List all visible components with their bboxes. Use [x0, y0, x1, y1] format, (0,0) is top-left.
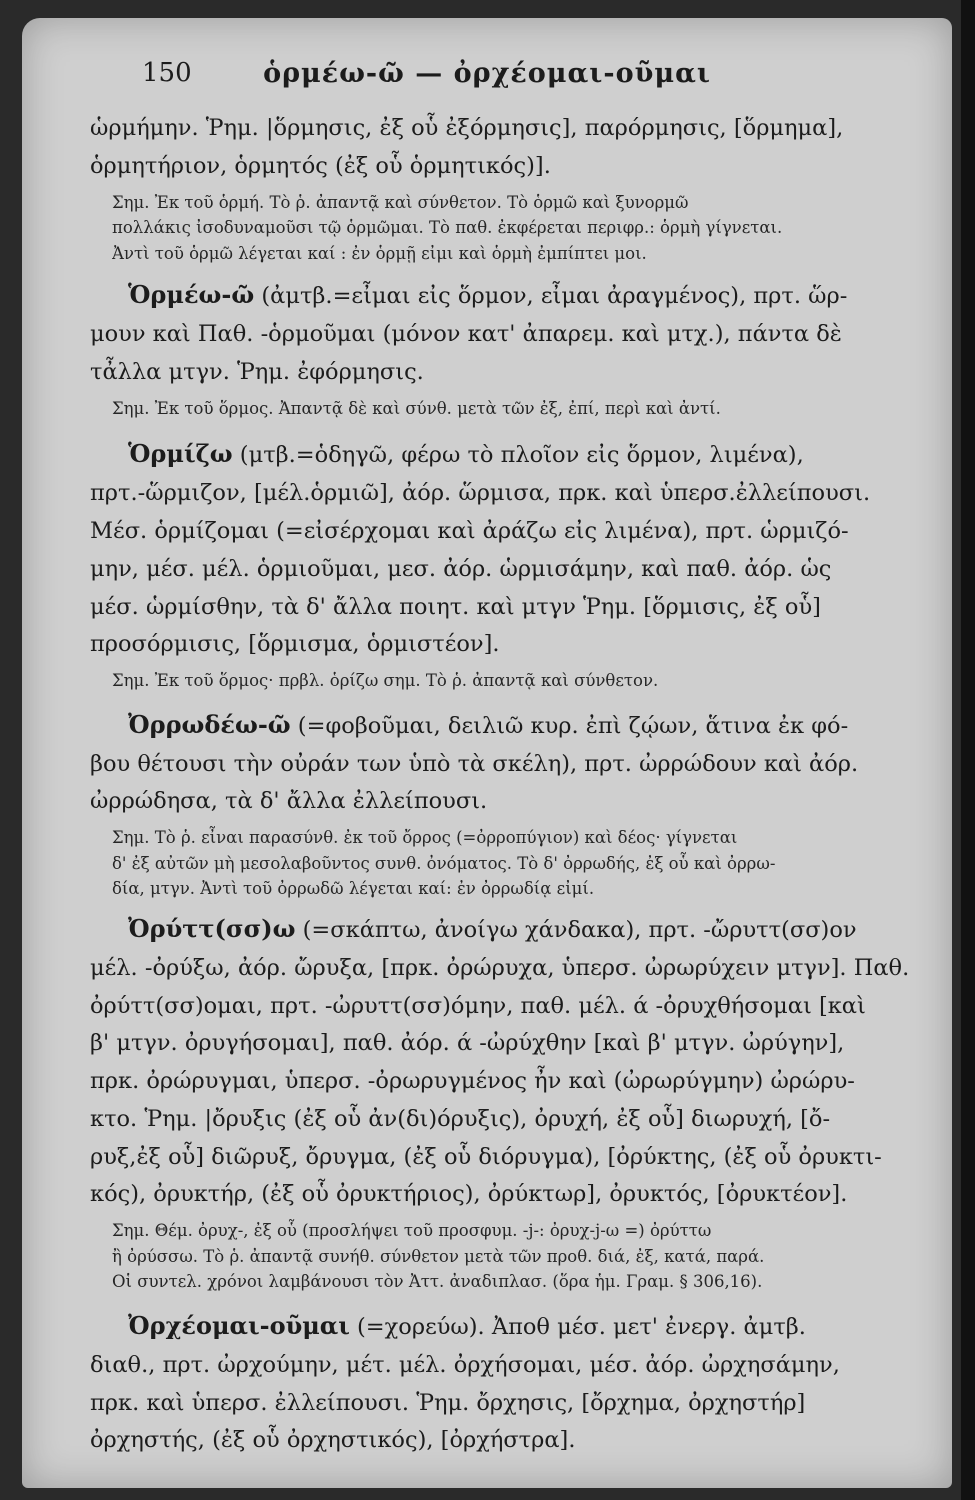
entry-line: προσόρμισις, [ὅρμισμα, ὁρμιστέον].	[90, 631, 500, 658]
entry-line: ὀρχηστής, (ἐξ οὗ ὀρχηστικός), [ὀρχήστρα].	[90, 1427, 576, 1454]
note-line: Ἀντὶ τοῦ ὁρμῶ λέγεται καί : ἐν ὁρμῇ εἰμι καὶ ὁρμὴ ἐμπίπτει μοι.	[112, 243, 647, 263]
entry-line: Μέσ. ὁρμίζομαι (=εἰσέρχομαι καὶ ἀράζω εἰς λιμένα), πρτ. ὡρμιζό-	[90, 517, 849, 544]
entry-line: ὁρμητήριον, ὁρμητός (ἐξ οὗ ὁρμητικός)].	[90, 152, 551, 179]
entry-ormizo	[90, 435, 932, 664]
entry-line: Ὁρμίζω (μτβ.=ὁδηγῶ, φέρω τὸ πλοῖον εἰς ὅρμον, λιμένα),	[128, 439, 804, 469]
page-header	[22, 58, 952, 98]
entry-line: Ὀρύττ(σσ)ω (=σκάπτω, ἀνοίγω χάνδακα), πρτ. -ὤρυττ(σσ)ον	[128, 913, 857, 943]
entry-note	[112, 396, 932, 422]
entry-line: μουν καὶ Παθ. -ὁρμοῦμαι (μόνον κατ' ἀπαρεμ. καὶ μτχ.), πάντα δὲ	[90, 321, 842, 348]
note-line: πολλάκις ἰσοδυναμοῦσι τῷ ὁρμῶμαι. Τὸ παθ. ἐκφέρεται περιφρ.: ὁρμὴ γίγνεται.	[112, 218, 783, 238]
entry-note	[112, 1218, 932, 1295]
entry-line: ὀρύττ(σσ)ομαι, πρτ. -ὠρυττ(σσ)όμην, παθ. μέλ. ά -ὀρυχθήσομαι [καὶ	[90, 992, 866, 1019]
entry-line: μέλ. -ὀρύξω, ἀόρ. ὤρυξα, [πρκ. ὀρώρυχα, ὑπερσ. ὠρωρύχειν μτγν]. Παθ.	[90, 954, 910, 981]
entry-continuation	[90, 110, 932, 186]
entry-line: Ὀρχέομαι-οῦμαι (=χορεύω). Ἀποθ μέσ. μετ' ἐνεργ. ἀμτβ.	[128, 1311, 806, 1341]
entry-line: β' μτγν. ὀρυγήσομαι], παθ. ἀόρ. ά -ὠρύχθην [καὶ β' μτγν. ὠρύγην],	[90, 1030, 845, 1057]
entry-note	[112, 825, 932, 902]
entry-headword: Ὀρχέομαι-οῦμαι	[128, 1311, 350, 1341]
entry-ormeo	[90, 276, 932, 391]
entry-line: μέσ. ὡρμίσθην, τὰ δ' ἄλλα ποιητ. καὶ μτγν Ῥημ. [ὅρμισις, ἐξ οὗ]	[90, 593, 821, 620]
entry-line: ρυξ,ἐξ οὗ] διῶρυξ, ὄρυγμα, (ἐξ οὗ διόρυγμα), [ὀρύκτης, (ἐξ οὗ ὀρυκτι-	[90, 1143, 882, 1170]
note-line: δία, μτγν. Ἀντὶ τοῦ ὀρρωδῶ λέγεται καί: ἐν ὀρρωδίᾳ εἰμί.	[112, 879, 595, 899]
note-line: Σημ. Ἐκ τοῦ ὅρμος. Ἀπαντᾷ δὲ καὶ σύνθ. μετὰ τῶν ἐξ, ἐπί, περὶ καὶ ἀντί.	[112, 398, 721, 418]
note-line: Οἱ συντελ. χρόνοι λαμβάνουσι τὸν Ἀττ. ἀναδιπλασ. (ὅρα ἡμ. Γραμ. § 306,16).	[112, 1272, 763, 1292]
entry-line: ὡρμήμην. Ῥημ. |ὅρμησις, ἐξ οὗ ἐξόρμησις], παρόρμησις, [ὅρμημα],	[90, 115, 844, 141]
entry-line: ὠρρώδησα, τὰ δ' ἄλλα ἐλλείπουσι.	[90, 788, 488, 815]
note-line: Σημ. Θέμ. ὀρυχ-, ἐξ οὗ (προσλήψει τοῦ προσφυμ. -j-: ὀρυχ-j-ω =) ὀρύττω	[112, 1221, 712, 1241]
entry-line: κός), ὀρυκτήρ, (ἐξ οὗ ὀρυκτήριος), ὀρύκτωρ], ὀρυκτός, [ὀρυκτέον].	[90, 1181, 848, 1208]
note-line: δ' ἐξ αὐτῶν μὴ μεσολαβοῦντος συνθ. ὀνόματος. Τὸ δ' ὀρρωδής, ἐξ οὗ καὶ ὀρρω-	[112, 853, 776, 873]
entry-line: πρκ. καὶ ὑπερσ. ἐλλείπουσι. Ῥημ. ὄρχησις, [ὄρχημα, ὀρχηστήρ]	[90, 1389, 806, 1416]
entry-headword: Ὁρμίζω	[128, 439, 233, 469]
entry-orrodeo	[90, 706, 932, 821]
entry-line: κτο. Ῥημ. |ὄρυξις (ἐξ οὗ ἀν(δι)όρυξις), ὀρυχή, ἐξ οὗ] διωρυχή, [ὄ-	[90, 1105, 831, 1132]
entry-line: βου θέτουσι τὴν οὐράν των ὑπὸ τὰ σκέλη), πρτ. ὠρρώδουν καὶ ἀόρ.	[90, 750, 859, 777]
entry-line: πρκ. ὀρώρυγμαι, ὑπερσ. -ὀρωρυγμένος ἦν καὶ (ὠρωρύγμην) ὠρώρυ-	[90, 1068, 855, 1095]
note-line: Σημ. Ἐκ τοῦ ὅρμος· πρβλ. ὁρίζω σημ. Τὸ ῥ. ἀπαντᾷ καὶ σύνθετον.	[112, 671, 659, 691]
page-number: 150	[142, 58, 192, 88]
page-edge-shadow	[961, 0, 975, 1500]
running-title: ὁρμέω-ῶ — ὀρχέομαι-οῦμαι	[263, 58, 711, 89]
entry-note	[112, 190, 932, 267]
entry-line: διαθ., πρτ. ὠρχούμην, μέτ. μέλ. ὀρχήσομαι, μέσ. ἀόρ. ὠρχησάμην,	[90, 1351, 840, 1378]
entry-line: πρτ.-ὥρμιζον, [μέλ.ὁρμιῶ], ἀόρ. ὥρμισα, πρκ. καὶ ὑπερσ.ἐλλείπουσι.	[90, 480, 871, 507]
book-page	[22, 18, 952, 1488]
dictionary-content	[90, 106, 932, 1460]
entry-headword: Ὀρρωδέω-ῶ	[128, 709, 291, 739]
note-line: Σημ. Ἐκ τοῦ ὁρμή. Τὸ ῥ. ἀπαντᾷ καὶ σύνθετον. Τὸ ὁρμῶ καὶ ξυνορμῶ	[112, 192, 689, 212]
entry-note	[112, 668, 932, 694]
note-line: Σημ. Τὸ ῥ. εἶναι παρασύνθ. ἐκ τοῦ ὄρρος (=ὀρροπύγιον) καὶ δέος· γίγνεται	[112, 828, 738, 848]
entry-line: τἆλλα μτγν. Ῥημ. ἐφόρμησις.	[90, 358, 424, 385]
entry-oritto	[90, 910, 932, 1214]
entry-headword: Ὁρμέω-ῶ	[128, 280, 255, 310]
note-line: ἢ ὀρύσσω. Τὸ ῥ. ἀπαντᾷ συνήθ. σύνθετον μετὰ τῶν προθ. διά, ἐξ, κατά, παρά.	[112, 1246, 765, 1266]
entry-line: Ὀρρωδέω-ῶ (=φοβοῦμαι, δειλιῶ κυρ. ἐπὶ ζῴων, ἅτινα ἐκ φό-	[128, 709, 849, 739]
entry-headword: Ὀρύττ(σσ)ω	[128, 913, 296, 943]
entry-orcheomai	[90, 1307, 932, 1460]
entry-line: Ὁρμέω-ῶ (ἀμτβ.=εἶμαι εἰς ὅρμον, εἶμαι ἀραγμένος), πρτ. ὥρ-	[128, 280, 848, 310]
entry-line: μην, μέσ. μέλ. ὁρμιοῦμαι, μεσ. ἀόρ. ὡρμισάμην, καὶ παθ. ἀόρ. ὡς	[90, 555, 832, 582]
